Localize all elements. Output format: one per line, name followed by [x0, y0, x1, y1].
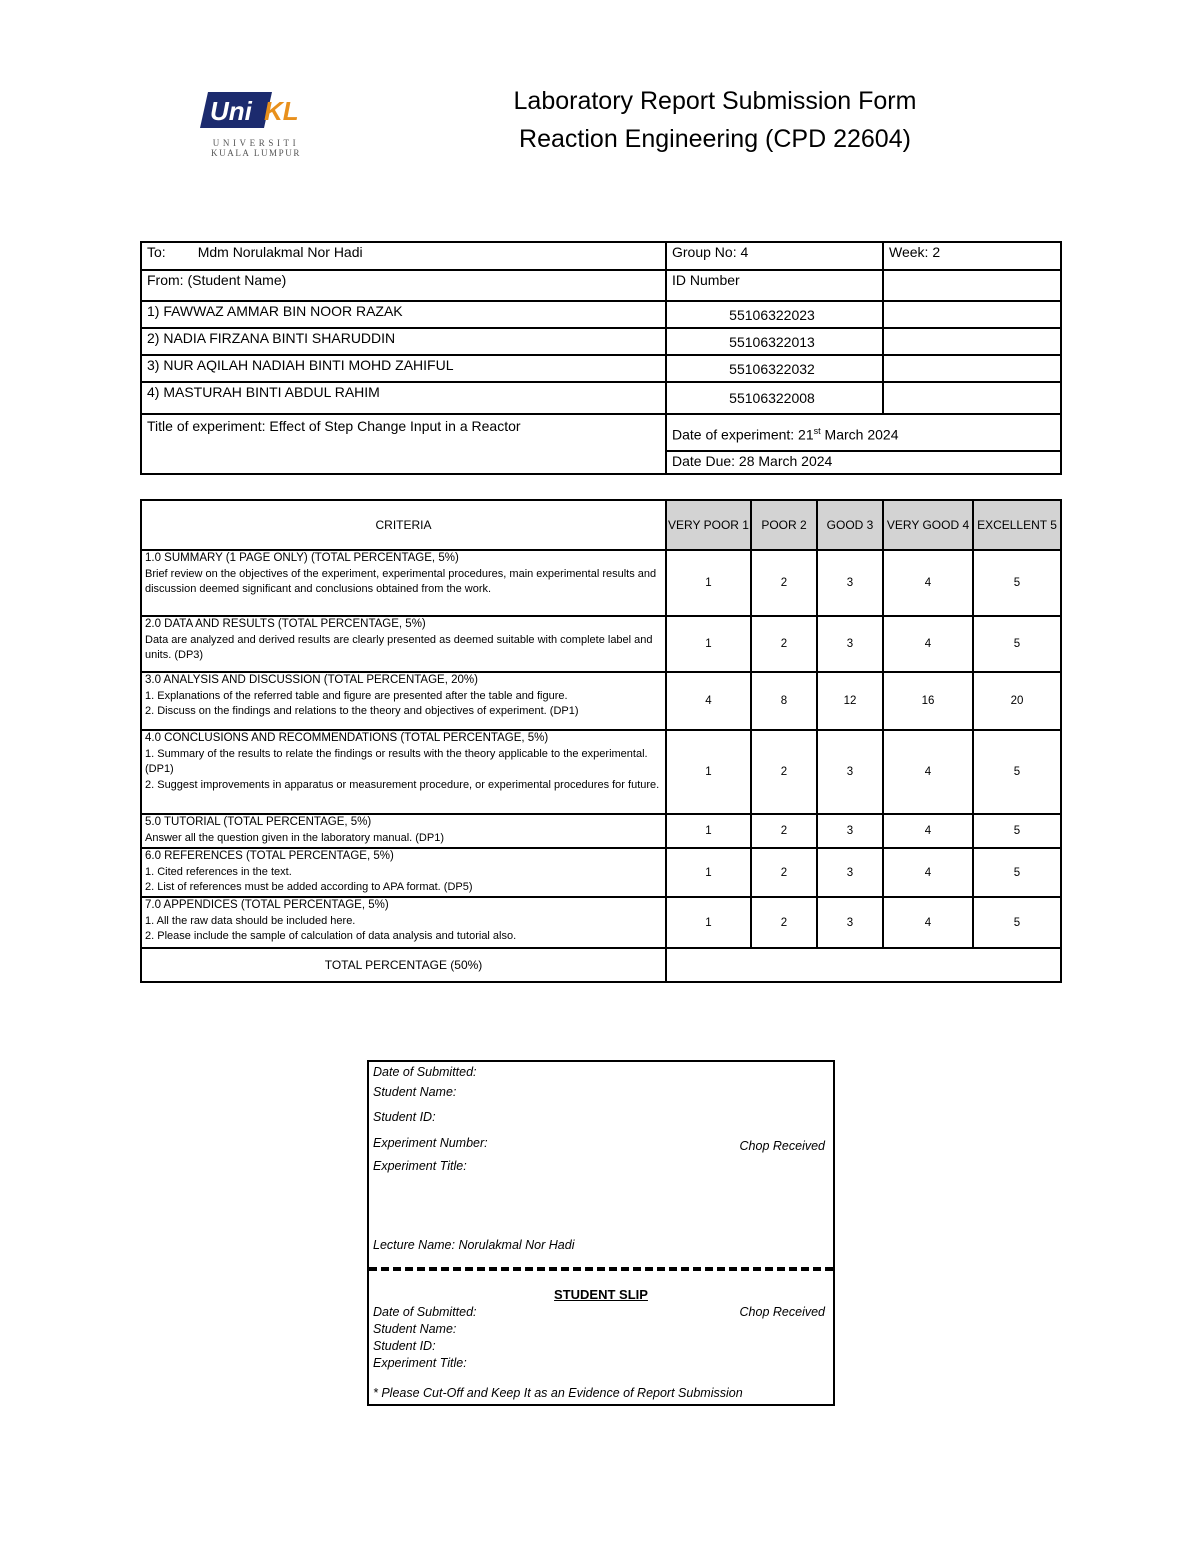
criteria-description	[141, 848, 666, 897]
slip-student-name: Student Name:	[373, 1085, 457, 1099]
logo-text-main: Uni	[210, 96, 252, 126]
score-cell: 3	[817, 550, 883, 616]
criteria-line: Data are analyzed and derived results are clearly presented as deemed suitable with complete label and units. (DP3)	[145, 633, 653, 661]
student-name-4: 4) MASTURAH BINTI ABDUL RAHIM	[141, 382, 666, 414]
unikl-logo	[200, 88, 316, 162]
score-cell: 1	[666, 550, 751, 616]
student-id-3: 55106322032	[666, 355, 883, 382]
criteria-heading: 1.0 SUMMARY (1 PAGE ONLY) (TOTAL PERCENTAGE, 5%)	[145, 552, 459, 564]
criteria-line: 2. Discuss on the findings and relations to the theory and objectives of experiment. (DP1)	[145, 705, 579, 717]
criteria-heading: 6.0 REFERENCES (TOTAL PERCENTAGE, 5%)	[145, 850, 394, 862]
score-cell: 1	[666, 848, 751, 897]
student-id-2: 55106322013	[666, 328, 883, 355]
date-exp-sup: st	[813, 425, 821, 436]
submission-slip	[367, 1060, 835, 1406]
logo-subtitle-2: KUALA LUMPUR	[211, 148, 301, 158]
criteria-row	[141, 550, 1061, 616]
criteria-line: Answer all the question given in the laboratory manual. (DP1)	[145, 831, 444, 844]
criteria-line: 1. All the raw data should be included here.	[145, 914, 356, 927]
blank-cell	[883, 328, 1061, 355]
score-cell: 1	[666, 616, 751, 672]
score-cell: 4	[883, 616, 973, 672]
cut-line	[369, 1267, 833, 1271]
score-cell: 4	[666, 672, 751, 730]
student-slip-chop-received: Chop Received	[739, 1305, 825, 1319]
criteria-description	[141, 897, 666, 948]
criteria-description	[141, 672, 666, 730]
score-cell: 5	[973, 730, 1061, 814]
criteria-heading: 4.0 CONCLUSIONS AND RECOMMENDATIONS (TOTAL PERCENTAGE, 5%)	[145, 732, 549, 744]
excellent-header: EXCELLENT 5	[973, 500, 1061, 550]
score-cell: 3	[817, 897, 883, 948]
title-line-2: Reaction Engineering (CPD 22604)	[519, 125, 911, 153]
criteria-row	[141, 672, 1061, 730]
page-title	[440, 82, 990, 158]
score-cell: 16	[883, 672, 973, 730]
student-slip-student-name: Student Name:	[373, 1322, 457, 1336]
to-label: To:	[147, 244, 166, 260]
student-info-table	[140, 241, 1062, 475]
criteria-heading: 3.0 ANALYSIS AND DISCUSSION (TOTAL PERCENTAGE, 20%)	[145, 674, 478, 686]
criteria-line: 1. Cited references in the text.	[145, 865, 292, 878]
score-cell: 5	[973, 848, 1061, 897]
title-line-1: Laboratory Report Submission Form	[513, 87, 917, 115]
score-cell: 1	[666, 730, 751, 814]
from-label: From: (Student Name)	[141, 270, 666, 301]
id-number-label: ID Number	[666, 270, 883, 301]
criteria-line: 2. List of references must be added according to APA format. (DP5)	[145, 881, 473, 893]
score-cell: 4	[883, 848, 973, 897]
blank-cell	[883, 382, 1061, 414]
slip-lecture-name: Lecture Name: Norulakmal Nor Hadi	[373, 1238, 575, 1252]
score-cell: 20	[973, 672, 1061, 730]
slip-experiment-title: Experiment Title:	[373, 1159, 467, 1173]
very-poor-header: VERY POOR 1	[666, 500, 751, 550]
criteria-heading: 2.0 DATA AND RESULTS (TOTAL PERCENTAGE, 5%)	[145, 618, 426, 630]
student-slip-experiment-title: Experiment Title:	[373, 1356, 467, 1370]
blank-cell	[883, 301, 1061, 328]
score-cell: 2	[751, 897, 817, 948]
score-cell: 4	[883, 730, 973, 814]
experiment-title-cell: Title of experiment: Effect of Step Change Input in a Reactor	[141, 414, 666, 474]
criteria-line: 1. Explanations of the referred table and figure are presented after the table and figure.	[145, 689, 568, 702]
score-cell: 3	[817, 730, 883, 814]
score-cell: 4	[883, 550, 973, 616]
student-slip-student-id: Student ID:	[373, 1339, 436, 1353]
score-cell: 2	[751, 814, 817, 848]
score-cell: 5	[973, 897, 1061, 948]
slip-experiment-number: Experiment Number:	[373, 1136, 488, 1150]
criteria-row	[141, 897, 1061, 948]
criteria-row	[141, 814, 1061, 848]
criteria-row	[141, 848, 1061, 897]
group-cell: Group No: 4	[666, 242, 883, 270]
week-cell: Week: 2	[883, 242, 1061, 270]
criteria-header: CRITERIA	[141, 500, 666, 550]
score-cell: 1	[666, 897, 751, 948]
score-cell: 2	[751, 848, 817, 897]
blank-cell	[883, 270, 1061, 301]
score-cell: 5	[973, 814, 1061, 848]
score-cell: 5	[973, 616, 1061, 672]
score-cell: 1	[666, 814, 751, 848]
score-cell: 2	[751, 550, 817, 616]
date-exp-suffix: March 2024	[820, 426, 899, 443]
student-name-3: 3) NUR AQILAH NADIAH BINTI MOHD ZAHIFUL	[141, 355, 666, 382]
good-header: GOOD 3	[817, 500, 883, 550]
very-good-header: VERY GOOD 4	[883, 500, 973, 550]
criteria-description	[141, 616, 666, 672]
slip-chop-received: Chop Received	[739, 1139, 825, 1153]
student-name-1: 1) FAWWAZ AMMAR BIN NOOR RAZAK	[141, 301, 666, 328]
criteria-row	[141, 616, 1061, 672]
slip-date-submitted: Date of Submitted:	[373, 1065, 477, 1079]
blank-cell	[883, 355, 1061, 382]
score-cell: 3	[817, 616, 883, 672]
criteria-table	[140, 499, 1062, 983]
score-cell: 3	[817, 848, 883, 897]
date-exp-prefix: Date of experiment: 21	[672, 426, 814, 443]
score-cell: 2	[751, 616, 817, 672]
criteria-line: 1. Summary of the results to relate the findings or results with the theory applicable to the experimental. (DP1)	[145, 747, 648, 775]
score-cell: 4	[883, 897, 973, 948]
score-cell: 4	[883, 814, 973, 848]
poor-header: POOR 2	[751, 500, 817, 550]
criteria-description	[141, 814, 666, 848]
date-due: Date Due: 28 March 2024	[666, 451, 1061, 474]
to-value: Mdm Norulakmal Nor Hadi	[197, 244, 363, 260]
score-cell: 2	[751, 730, 817, 814]
date-of-experiment	[666, 414, 1061, 451]
criteria-line: Brief review on the objectives of the experiment, experimental procedures, main experimental results and discussion deemed significant and conclusions obtained from the work.	[145, 567, 657, 595]
criteria-description	[141, 730, 666, 814]
score-cell: 12	[817, 672, 883, 730]
logo-text-accent: KL	[264, 96, 299, 126]
student-slip-title: STUDENT SLIP	[554, 1287, 648, 1302]
criteria-line: 2. Please include the sample of calculation of data analysis and tutorial also.	[145, 930, 517, 942]
score-cell: 8	[751, 672, 817, 730]
slip-student-id: Student ID:	[373, 1110, 436, 1124]
total-percentage-label: TOTAL PERCENTAGE (50%)	[141, 948, 666, 982]
criteria-line: 2. Suggest improvements in apparatus or measurement procedure, or experimental procedures for future.	[145, 778, 660, 791]
student-slip-date-submitted: Date of Submitted:	[373, 1305, 477, 1319]
student-name-2: 2) NADIA FIRZANA BINTI SHARUDDIN	[141, 328, 666, 355]
logo-subtitle-1: UNIVERSITI	[212, 138, 300, 148]
score-cell: 3	[817, 814, 883, 848]
to-cell	[141, 242, 666, 270]
logo-mark	[200, 88, 314, 132]
criteria-heading: 5.0 TUTORIAL (TOTAL PERCENTAGE, 5%)	[145, 816, 372, 828]
student-id-1: 55106322023	[666, 301, 883, 328]
student-slip-note: * Please Cut-Off and Keep It as an Evidence of Report Submission	[373, 1386, 743, 1400]
criteria-heading: 7.0 APPENDICES (TOTAL PERCENTAGE, 5%)	[145, 899, 389, 911]
criteria-description	[141, 550, 666, 616]
total-percentage-value	[666, 948, 1061, 982]
score-cell: 5	[973, 550, 1061, 616]
student-id-4: 55106322008	[666, 382, 883, 414]
criteria-row	[141, 730, 1061, 814]
